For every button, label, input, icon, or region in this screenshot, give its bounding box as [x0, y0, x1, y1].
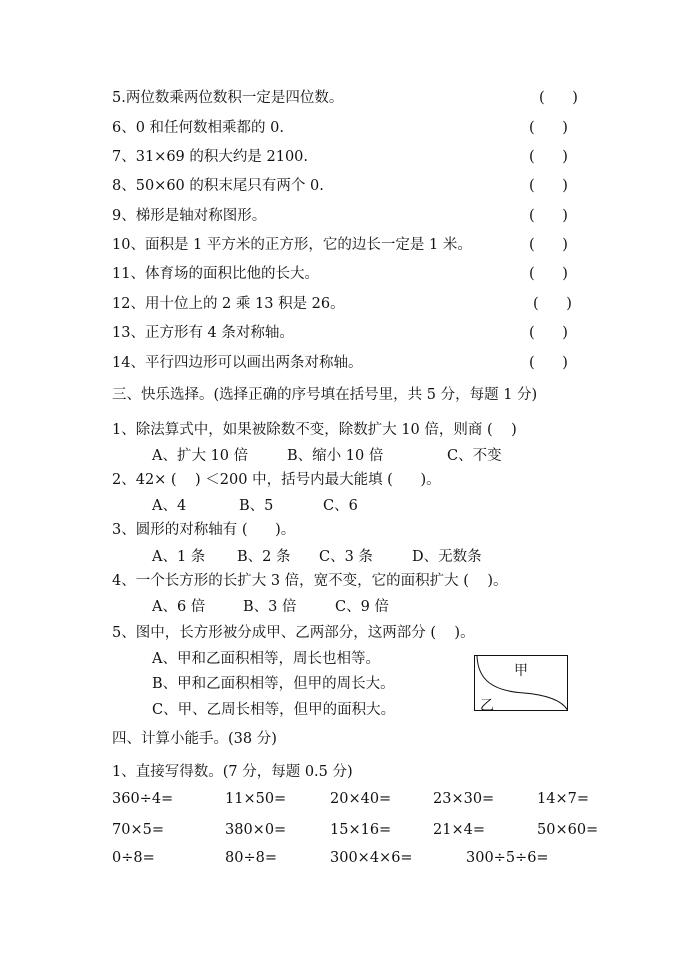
choice-q5-stem: 5、图中，长方形被分成甲、乙两部分，这两部分 ( )。: [112, 625, 475, 641]
judge-8-text: 8、50×60 的积末尾只有两个 0.: [112, 178, 324, 194]
judge-10-answer[interactable]: ( ): [529, 237, 568, 253]
section3-title: 三、快乐选择。(选择正确的序号填在括号里，共 5 分，每题 1 分): [112, 387, 538, 403]
judge-14-answer[interactable]: ( ): [529, 355, 568, 371]
choice-q1-stem: 1、除法算式中，如果被除数不变，除数扩大 10 倍，则商 ( ): [112, 422, 517, 438]
judge-6-text: 6、0 和任何数相乘都的 0.: [112, 120, 285, 136]
figure-label-jia: 甲: [514, 663, 528, 679]
judge-13-answer[interactable]: ( ): [529, 325, 568, 341]
judge-10-text: 10、面积是 1 平方米的正方形，它的边长一定是 1 米。: [112, 237, 472, 253]
choice-q5-option-b[interactable]: B、甲和乙面积相等，但甲的周长大。: [152, 676, 395, 692]
choice-q1-option-c[interactable]: C、不变: [447, 448, 502, 464]
calc-3-4[interactable]: 300÷5÷6=: [466, 850, 549, 866]
calc-3-3[interactable]: 300×4×6=: [330, 850, 413, 866]
choice-q1-option-a[interactable]: A、扩大 10 倍: [152, 448, 249, 464]
choice-q5-option-c[interactable]: C、甲、乙周长相等，但甲的面积大。: [152, 702, 396, 718]
calc-3-2[interactable]: 80÷8=: [225, 850, 277, 866]
choice-q3-stem: 3、圆形的对称轴有 ( )。: [112, 522, 296, 538]
judge-12-answer[interactable]: ( ): [533, 296, 572, 312]
judge-13-text: 13、正方形有 4 条对称轴。: [112, 325, 294, 341]
calc-2-1[interactable]: 70×5=: [112, 822, 164, 838]
judge-7-answer[interactable]: ( ): [529, 149, 568, 165]
choice-q1-option-b[interactable]: B、缩小 10 倍: [287, 448, 384, 464]
calc-2-5[interactable]: 50×60=: [537, 822, 599, 838]
choice-q2-option-c[interactable]: C、6: [323, 498, 358, 514]
calc-2-4[interactable]: 21×4=: [433, 822, 485, 838]
calc-1-5[interactable]: 14×7=: [537, 791, 589, 807]
judge-14-text: 14、平行四边形可以画出两条对称轴。: [112, 355, 363, 371]
figure-label-yi: 乙: [480, 698, 494, 711]
choice-q2-option-b[interactable]: B、5: [239, 498, 274, 514]
choice-q4-option-a[interactable]: A、6 倍: [152, 599, 206, 615]
judge-5-answer[interactable]: ( ): [539, 90, 578, 106]
choice-q4-stem: 4、一个长方形的长扩大 3 倍，宽不变，它的面积扩大 ( )。: [112, 573, 508, 589]
choice-q3-option-a[interactable]: A、1 条: [152, 549, 206, 565]
calc-2-2[interactable]: 380×0=: [225, 822, 287, 838]
judge-6-answer[interactable]: ( ): [529, 120, 568, 136]
judge-11-text: 11、体育场的面积比他的长大。: [112, 266, 319, 282]
calc-2-3[interactable]: 15×16=: [330, 822, 392, 838]
choice-q2-stem: 2、42× ( ) ＜200 中，括号内最大能填 ( )。: [112, 472, 441, 488]
calc-1-3[interactable]: 20×40=: [330, 791, 392, 807]
choice-q2-option-a[interactable]: A、4: [152, 498, 187, 514]
judge-8-answer[interactable]: ( ): [529, 178, 568, 194]
judge-11-answer[interactable]: ( ): [529, 266, 568, 282]
judge-9-text: 9、梯形是轴对称图形。: [112, 208, 267, 224]
choice-q4-option-c[interactable]: C、9 倍: [335, 599, 389, 615]
judge-7-text: 7、31×69 的积大约是 2100.: [112, 149, 309, 165]
choice-q3-option-d[interactable]: D、无数条: [412, 549, 482, 565]
calc-1-4[interactable]: 23×30=: [433, 791, 495, 807]
choice-q4-option-b[interactable]: B、3 倍: [243, 599, 297, 615]
section4-sub1: 1、直接写得数。(7 分，每题 0.5 分): [112, 764, 353, 780]
calc-1-2[interactable]: 11×50=: [225, 791, 287, 807]
choice-q5-option-a[interactable]: A、甲和乙面积相等，周长也相等。: [152, 651, 380, 667]
divided-rectangle-figure: [474, 655, 568, 711]
judge-12-text: 12、用十位上的 2 乘 13 积是 26。: [112, 296, 345, 312]
judge-9-answer[interactable]: ( ): [529, 208, 568, 224]
calc-1-1[interactable]: 360÷4=: [112, 791, 174, 807]
calc-3-1[interactable]: 0÷8=: [112, 850, 155, 866]
judge-5-text: 5.两位数乘两位数积一定是四位数。: [112, 90, 344, 106]
section4-title: 四、计算小能手。(38 分): [112, 731, 277, 747]
choice-q3-option-b[interactable]: B、2 条: [237, 549, 291, 565]
choice-q3-option-c[interactable]: C、3 条: [319, 549, 373, 565]
